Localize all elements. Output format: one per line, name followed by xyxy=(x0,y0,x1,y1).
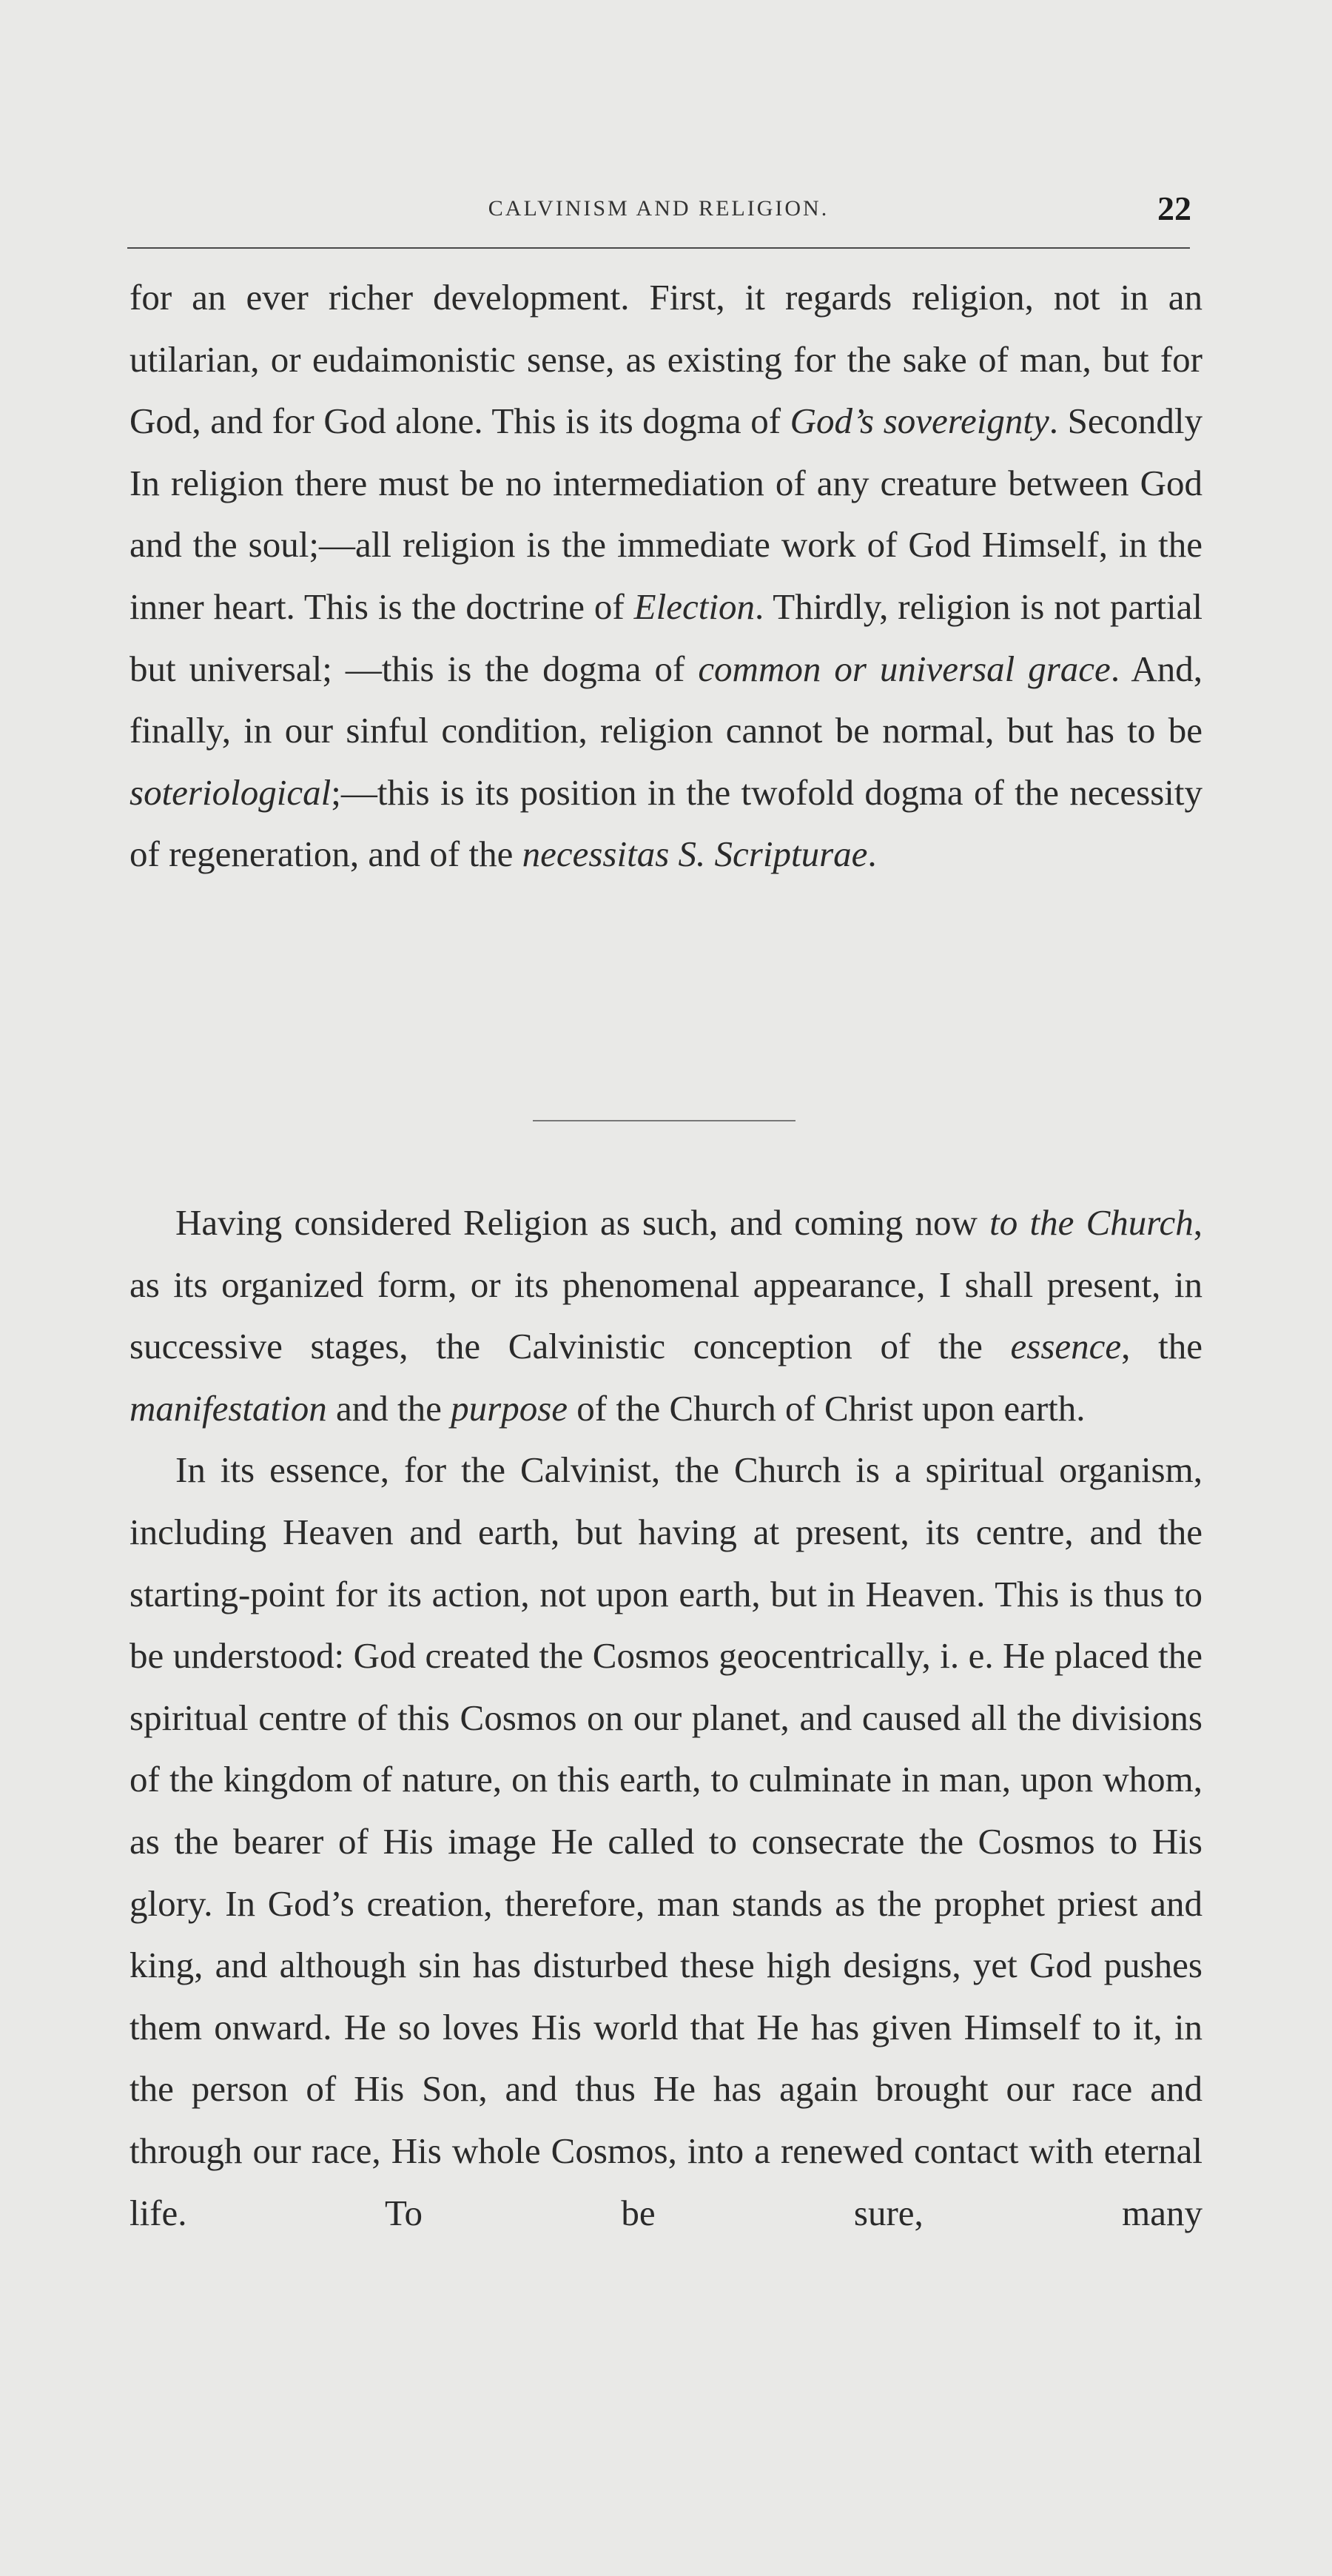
text-run: In its essence, for the Calvinist, the Church is a spiritual organism, including Heaven and earth, but having at present, its centre, and the starting-point for its action, not upon earth, but in Heaven. This is thus to be understood: God created the Cosmos geocentrically, i. e. He placed the spiritual centre of this Cosmos on our planet, and caused all the divisions of the kingdom of nature, on this earth, to culminate in man, upon whom, as the bearer of His image He called to consecrate the Cosmos to His glory. In God’s creation, therefore, man stands as the prophet priest and king, and although sin has disturbed these high designs, yet God pushes them onward. He so loves His world that He has given Himself to it, in the person of His Son, and thus He has again brought our race and through our race, His whole Cosmos, into a renewed contact with eternal life. To be sure, many xyxy=(130,1449,1202,2233)
italic-run: purpose xyxy=(451,1387,568,1429)
section-break-rule xyxy=(533,1120,796,1121)
italic-run: common or universal grace xyxy=(698,648,1111,689)
text-block-upper xyxy=(130,266,1202,885)
paragraph-continuation xyxy=(130,266,1202,885)
italic-run: God’s sovereignty xyxy=(790,400,1049,442)
italic-run: essence xyxy=(1010,1326,1122,1367)
text-run: . Thirdly, religion is not partial but universal; —this is the dogma of xyxy=(130,586,1202,689)
italic-run: manifestation xyxy=(130,1387,327,1429)
paragraph-church-essence xyxy=(130,1439,1202,2244)
text-run: and the xyxy=(326,1387,451,1429)
italic-run: necessitas S. Scripturae xyxy=(522,833,868,875)
page-number: 22 xyxy=(1157,189,1191,227)
text-run: . Secondly In religion there must be no intermediation of any creature between God and the soul;—all religion is the immediate work of God Himself, in the inner heart. This is the doctrine of xyxy=(130,400,1202,627)
text-run: , the xyxy=(1121,1326,1202,1367)
paragraph-church-intro xyxy=(130,1192,1202,1439)
italic-run: soteriological xyxy=(130,771,332,813)
text-run: Having considered Religion as such, and coming now xyxy=(175,1202,990,1243)
text-run: . xyxy=(867,833,877,875)
text-run: . And, finally, in our sinful condition, religion cannot be normal, but has to be xyxy=(130,648,1202,751)
italic-run: Election xyxy=(633,586,755,627)
text-run: for an ever richer development. First, it regards religion, not in an utilarian, or eudaimonistic sense, as existing for the sake of man, but for God, and for God alone. This is its dogma of xyxy=(130,277,1202,442)
text-run: , as its organized form, or its phenomenal appearance, I shall present, in successive stages, the Calvinistic conception of the xyxy=(130,1202,1202,1367)
text-run: ;—this is its position in the twofold dogma of the necessity of regeneration, and of the xyxy=(130,771,1202,875)
text-run: of the Church of Christ upon earth. xyxy=(568,1387,1086,1429)
running-head xyxy=(126,189,1191,233)
header-rule xyxy=(127,247,1190,249)
text-block-lower xyxy=(130,1192,1202,2244)
italic-run: to the Church xyxy=(989,1202,1194,1243)
running-title: CALVINISM AND RELIGION. xyxy=(488,196,830,221)
